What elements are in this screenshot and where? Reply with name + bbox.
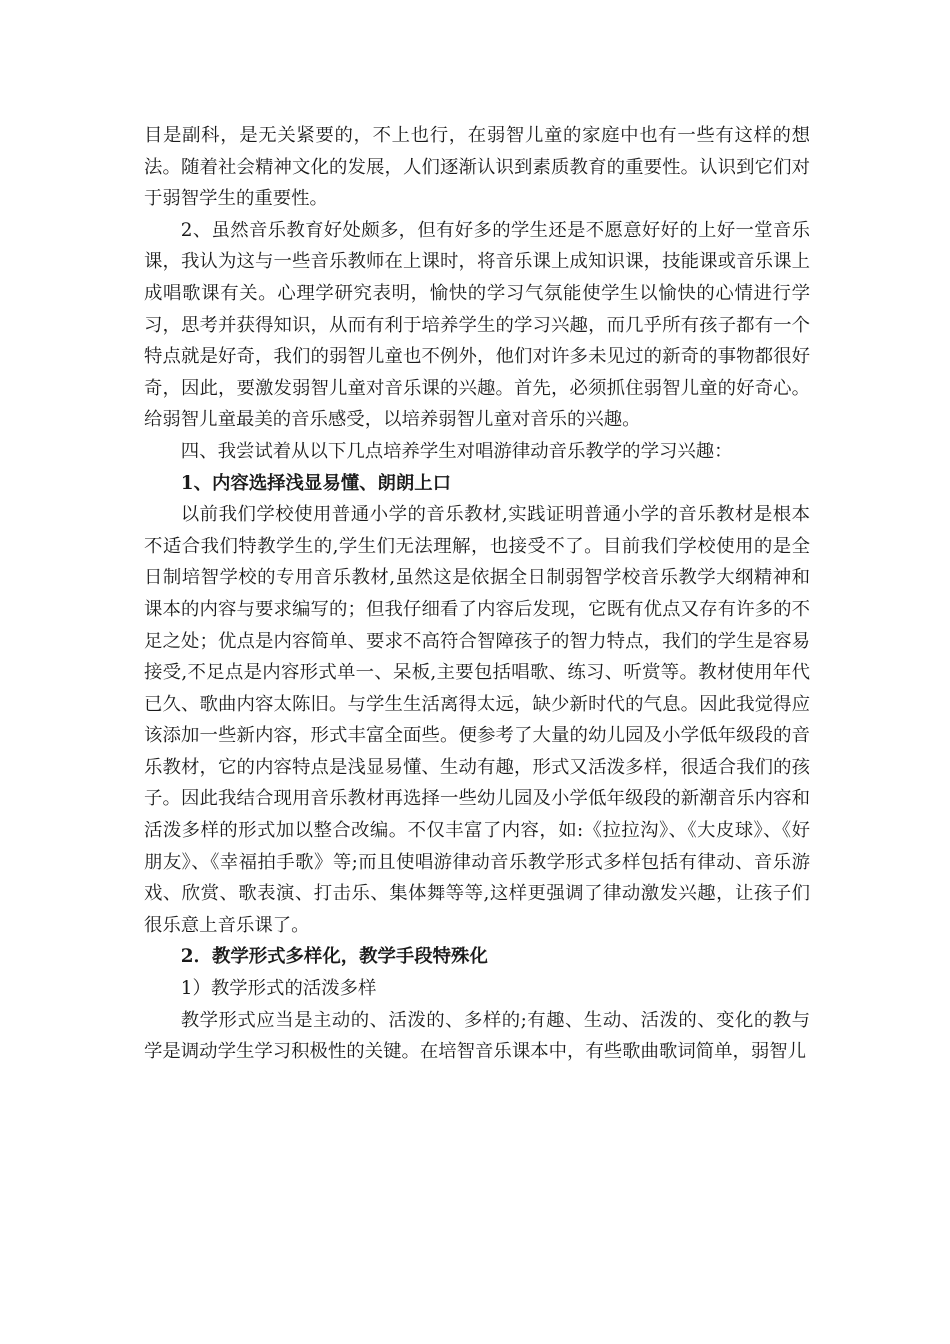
heading-teaching-forms: 2．教学形式多样化，教学手段特殊化 bbox=[180, 946, 488, 968]
paragraph-point-2: 2、虽然音乐教育好处颇多，但有好多的学生还是不愿意好好的上好一堂音乐课，我认为这与一些音乐教师在上课时，将音乐课上成知识课，技能课或音乐课上成唱歌课有关。心理学研究表明，愉快的学习气氛能使学生以愉快的心情进行学习，思考并获得知识，从而有利于培养学生的学习兴趣，而几乎所有孩子都有一个特点就是好奇，我们的弱智儿童也不例外，他们对许多未见过的新奇的事物都很好奇，因此，要激发弱智儿童对音乐课的兴趣。首先，必须抓住弱智儿童的好奇心。给弱智儿童最美的音乐感受，以培养弱智儿童对音乐的兴趣。 bbox=[144, 219, 810, 431]
heading-content-selection: 1、内容选择浅显易懂、朗朗上口 bbox=[180, 472, 452, 494]
paragraph-content-selection: 以前我们学校使用普通小学的音乐教材,实践证明普通小学的音乐教材是根本不适合我们特教学生的,学生们无法理解，也接受不了。目前我们学校使用的是全日制培智学校的专用音乐教材,虽然这是依据全日制弱智学校音乐教学大纲精神和课本的内容与要求编写的；但我仔细看了内容后发现，它既有优点又存有许多的不足之处；优点是内容简单、要求不高符合智障孩子的智力特点，我们的学生是容易接受,不足点是内容形式单一、呆板,主要包括唱歌、练习、听赏等。教材使用年代已久、歌曲内容太陈旧。与学生生活离得太远，缺少新时代的气息。因此我觉得应该添加一些新内容，形式丰富全面些。便参考了大量的幼儿园及小学低年级段的音乐教材，它的内容特点是浅显易懂、生动有趣，形式又活泼多样，很适合我们的孩子。因此我结合现用音乐教材再选择一些幼儿园及小学低年级段的新潮音乐内容和活泼多样的形式加以整合改编。不仅丰富了内容，如:《拉拉沟》、《大皮球》、《好朋友》、《幸福拍手歌》等;而且使唱游律动音乐教学形式多样包括有律动、音乐游戏、欣赏、歌表演、打击乐、集体舞等等,这样更强调了律动激发兴趣，让孩子们很乐意上音乐课了。 bbox=[144, 504, 810, 936]
subheading-lively-forms: 1）教学形式的活泼多样 bbox=[180, 978, 377, 1000]
document-page bbox=[144, 120, 810, 1068]
paragraph-section-4-intro: 四、我尝试着从以下几点培养学生对唱游律动音乐教学的学习兴趣： bbox=[180, 440, 733, 462]
paragraph-teaching-forms: 教学形式应当是主动的、活泼的、多样的;有趣、生动、活泼的、变化的教与学是调动学生学习积极性的关键。在培智音乐课本中，有些歌曲歌词简单，弱智儿 bbox=[144, 1009, 810, 1063]
paragraph-continuation: 目是副科，是无关紧要的，不上也行，在弱智儿童的家庭中也有一些有这样的想法。随着社会精神文化的发展，人们逐渐认识到素质教育的重要性。认识到它们对于弱智学生的重要性。 bbox=[144, 125, 810, 210]
